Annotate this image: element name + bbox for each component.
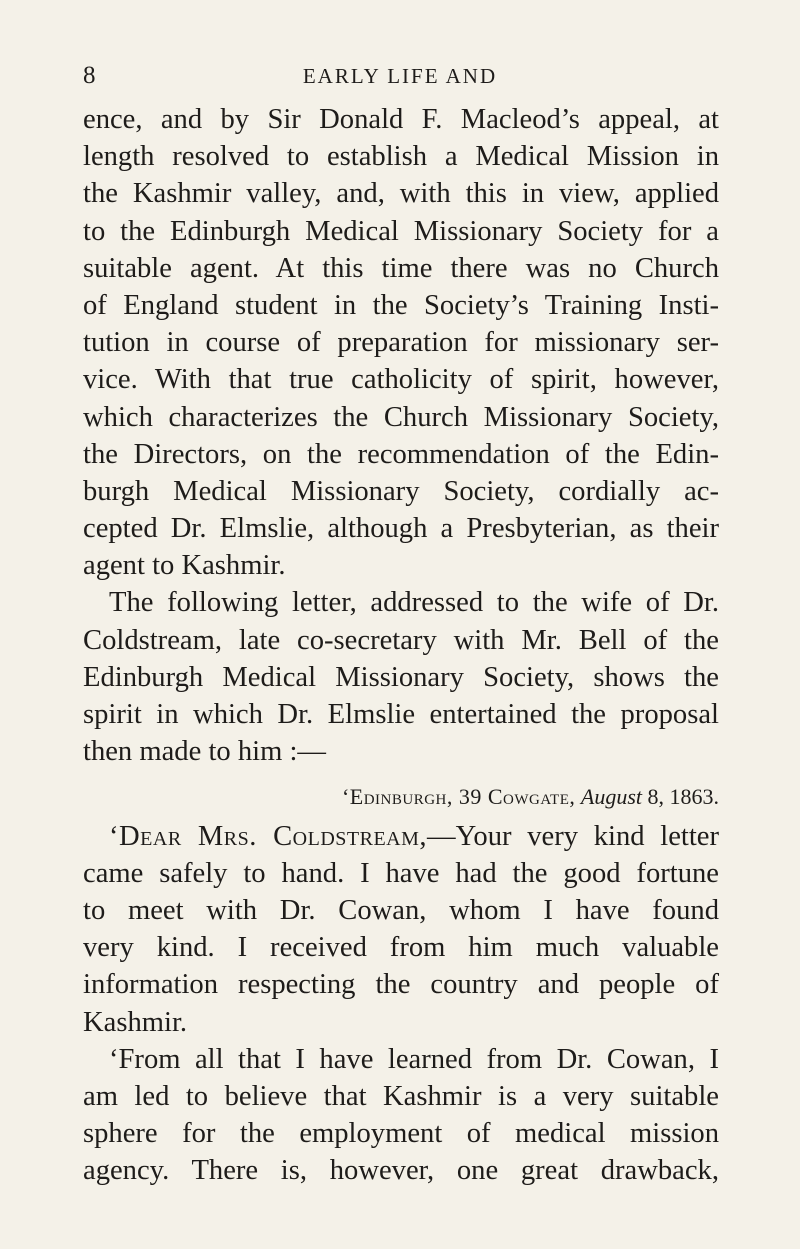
text-line: to meet with Dr. Cowan, whom I have found <box>83 894 719 926</box>
text-line: then made to him :— <box>83 736 327 768</box>
text-line: of England student in the Society’s Training Insti- <box>83 289 719 321</box>
text-line: sphere for the employment of medical mission <box>83 1118 719 1150</box>
text-line: spirit in which Dr. Elmslie entertained the proposal <box>83 699 719 730</box>
text-line: agent to Kashmir. <box>83 550 286 582</box>
text-line: came safely to hand. I have had the good fortune <box>83 857 719 889</box>
text-line: ence, and by Sir Donald F. Macleod’s appeal, at <box>83 104 719 135</box>
text-line: cepted Dr. Elmslie, although a Presbyterian, as their <box>83 513 719 545</box>
text-line: very kind. I received from him much valuable <box>83 932 719 964</box>
text-line: agency. There is, however, one great drawback, <box>83 1155 719 1187</box>
text-line: ‘From all that I have learned from Dr. Cowan, I <box>109 1043 719 1075</box>
paragraph-1 <box>83 101 719 584</box>
text-line: vice. With that true catholicity of spirit, however, <box>83 364 719 396</box>
letter-paragraph-1 <box>83 818 719 1041</box>
text-line: Kashmir. <box>83 1006 188 1038</box>
body-text <box>83 101 719 1189</box>
paragraph-2 <box>83 584 719 770</box>
running-title: EARLY LIFE AND <box>302 64 498 88</box>
text-line: information respecting the country and people of <box>83 969 719 1001</box>
text-line <box>83 818 719 855</box>
page-header <box>0 62 800 92</box>
dateline-month: August <box>580 784 642 810</box>
text-line: suitable agent. At this time there was no Church <box>83 252 719 284</box>
page-number: 8 <box>83 62 96 89</box>
text-line: burgh Medical Missionary Society, cordially ac- <box>83 475 719 507</box>
dateline-year: 8, 1863. <box>647 784 719 810</box>
letter-salutation: ‘Dear Mrs. Coldstream, <box>109 820 428 852</box>
letter-paragraph-2 <box>83 1041 719 1190</box>
text-line: to the Edinburgh Medical Missionary Society for a <box>83 215 719 247</box>
text-line: Edinburgh Medical Missionary Society, shows the <box>83 661 719 693</box>
text-line: The following letter, addressed to the wife of Dr. <box>109 587 719 619</box>
text-line: tution in course of preparation for missionary ser- <box>83 327 719 359</box>
text-line: length resolved to establish a Medical Mission in <box>83 141 719 173</box>
text-line: the Kashmir valley, and, with this in view, applied <box>83 178 719 210</box>
text-line: Coldstream, late co-secretary with Mr. Bell of the <box>83 624 719 656</box>
letter-dateline <box>83 778 719 815</box>
text-line: am led to believe that Kashmir is a very suitable <box>83 1080 719 1112</box>
letter-salutation-rest: —Your very kind letter <box>427 820 719 852</box>
dateline-place: ‘Edinburgh, 39 Cowgate, <box>341 784 576 810</box>
text-line: which characterizes the Church Missionary Society, <box>83 401 719 433</box>
text-line: the Directors, on the recommendation of the Edin- <box>83 438 719 470</box>
